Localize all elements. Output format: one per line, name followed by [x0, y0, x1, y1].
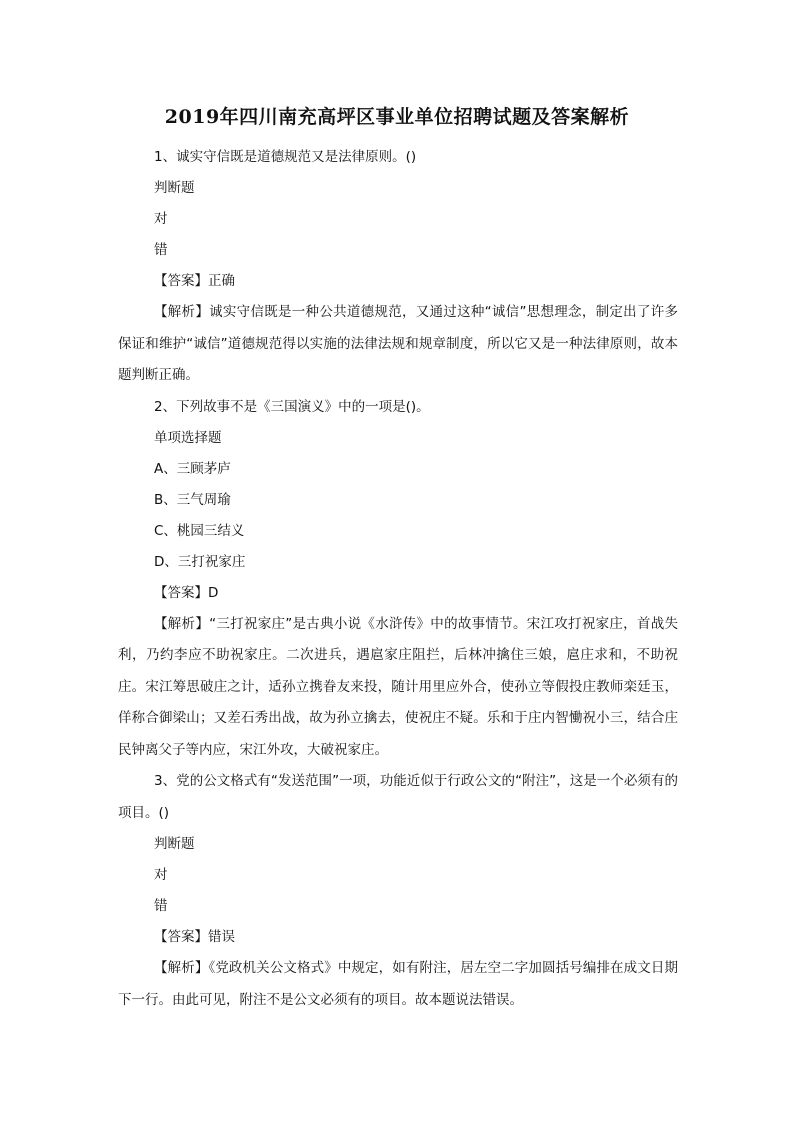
- option-item: C、桃园三结义: [154, 522, 245, 539]
- option-item: 错: [154, 898, 168, 914]
- question-stem: 1、诚实守信既是道德规范又是法律原则。(): [154, 149, 417, 165]
- answer-line: [118, 578, 678, 609]
- option-item: B、三气周瑜: [154, 491, 231, 508]
- question-1: [118, 142, 678, 392]
- answer-line: [118, 922, 678, 953]
- analysis-paragraph: [118, 609, 678, 767]
- answer-label: 【答案】: [154, 273, 208, 289]
- question-stem: 3、党的公文格式有“发送范围”一项，功能近似于行政公文的“附注”，这是一个必须有的项目。(): [118, 773, 678, 821]
- analysis-text: 诚实守信既是一种公共道德规范，又通过这种“诚信”思想理念，制定出了许多保证和维护“诚信”道德规范得以实施的法律法规和规章制度，所以它又是一种法律原则，故本题判断正确。: [118, 304, 678, 383]
- analysis-label: 【解析】: [154, 304, 210, 320]
- option-item: 对: [154, 867, 168, 883]
- option-item: A、三顾茅庐: [154, 460, 231, 477]
- question-type: 判断题: [154, 836, 195, 852]
- question-stem: 2、下列故事不是《三国演义》中的一项是()。: [154, 398, 430, 415]
- question-type: 判断题: [154, 180, 195, 196]
- option-item: 对: [154, 211, 168, 227]
- analysis-text: “三打祝家庄”是古典小说《水浒传》中的故事情节。宋江攻打祝家庄，首战失利，乃约李应不助祝家庄。二次进兵，遇扈家庄阻拦，后林冲擒住三娘，扈庄求和，不助祝庄。宋江筹思破庄之计，适孙立携眷友来投，随计用里应外合，使孙立等假投庄教师栾廷玉，佯称合御梁山；又差石秀出战，故为孙立擒去，使祝庄不疑。乐和于庄内智慟祝小三，结合庄民钟离父子等内应，宋江外攻，大破祝家庄。: [118, 615, 678, 758]
- answer-label: 【答案】: [154, 584, 208, 601]
- answer-value: D: [208, 584, 219, 601]
- analysis-label: 【解析】: [154, 615, 210, 632]
- answer-label: 【答案】: [154, 929, 208, 945]
- document-body: [118, 142, 678, 1016]
- document-title: 2019年四川南充高坪区事业单位招聘试题及答案解析: [164, 106, 630, 128]
- analysis-label: 【解析】: [154, 960, 209, 976]
- analysis-paragraph: [118, 953, 678, 1016]
- analysis-paragraph: [118, 297, 678, 392]
- question-type: 单项选择题: [154, 429, 222, 446]
- question-3: [118, 766, 678, 1016]
- answer-value: 正确: [208, 273, 235, 289]
- analysis-text: 《党政机关公文格式》中规定，如有附注，居左空二字加圆括号编排在成文日期下一行。由此可见，附注不是公文必须有的项目。故本题说法错误。: [118, 960, 679, 1008]
- answer-value: 错误: [208, 929, 235, 945]
- answer-line: [118, 266, 678, 297]
- question-2: [118, 392, 678, 767]
- option-item: 错: [154, 242, 168, 258]
- option-item: D、三打祝家庄: [154, 553, 246, 570]
